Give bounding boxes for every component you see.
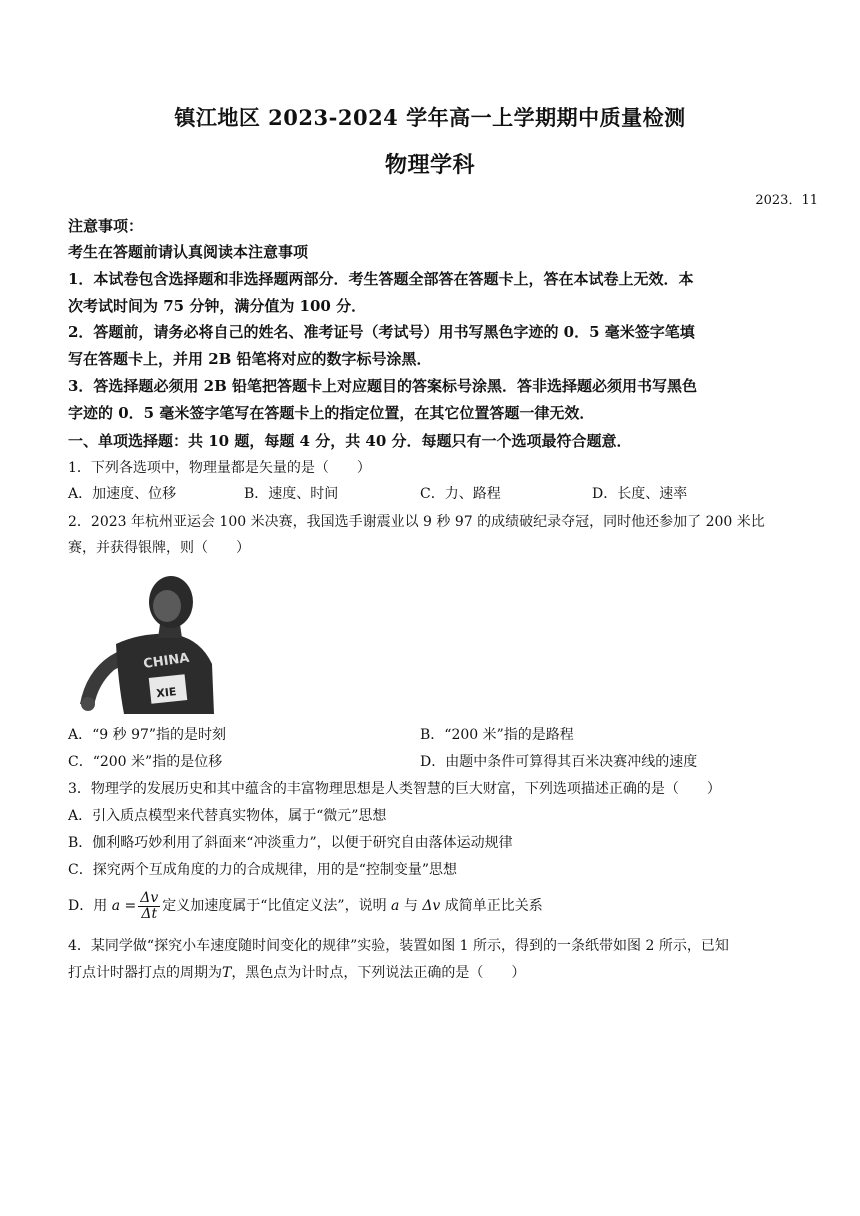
exam-date: 2023．11 (755, 193, 818, 208)
q4-stem-line-1: 4．某同学做“探究小车速度随时间变化的规律”实验，装置如图 1 所示，得到的一条纸带如图 2 所示，已知 (68, 938, 729, 954)
q3-d-dv: Δv (422, 898, 441, 914)
q1-option-b: B．速度、时间 (244, 486, 339, 502)
notice-line-2: 次考试时间为 75 分钟，满分值为 100 分． (68, 297, 367, 315)
notice-line-5: 3．答选择题必须用 2B 铅笔把答题卡上对应题目的答案标号涂黑．答非选择题必须用书写黑色 (68, 377, 698, 395)
fraction-denominator: Δt (141, 905, 158, 922)
q4-stem-line-2 (68, 961, 803, 985)
q3-option-c: C．探究两个互成角度的力的合成规律，用的是“控制变量”思想 (68, 862, 458, 878)
q2-stem-line-1: 2．2023 年杭州亚运会 100 米决赛，我国选手谢震业以 9 秒 97 的成绩破纪录夺冠，同时他还参加了 200 米比 (68, 514, 765, 530)
q1-option-c: C．力、路程 (420, 486, 501, 502)
notice-line-1: 1．本试卷包含选择题和非选择题两部分．考生答题全部答在答题卡上，答在本试卷上无效．本 (68, 270, 694, 288)
q1-option-d: D．长度、速率 (592, 486, 688, 502)
notice-line-6: 字迹的 0．5 毫米签字笔写在答题卡上的指定位置，在其它位置答题一律无效． (68, 404, 595, 422)
bib-text: XIE (155, 685, 178, 701)
section-heading: 一、单项选择题：共 10 题，每题 4 分，共 40 分．每题只有一个选项最符合题意． (68, 432, 632, 450)
q2-option-c: C．“200 米”指的是位移 (68, 754, 223, 770)
q4-line2-b: ，黑色点为计时点，下列说法正确的是（ ） (231, 965, 526, 981)
exam-title: 镇江地区 2023-2024 学年高一上学期期中质量检测 (174, 105, 686, 130)
subject-title: 物理学科 (384, 152, 475, 178)
q3-stem: 3．物理学的发展历史和其中蕴含的丰富物理思想是人类智慧的巨大财富，下列选项描述正确的是（ ） (68, 781, 721, 797)
fraction-numerator: Δv (140, 889, 159, 906)
q3-d-eq: = (124, 898, 137, 914)
q3-option-b: B．伽利略巧妙利用了斜面来“冲淡重力”，以便于研究自由落体运动规律 (68, 835, 513, 851)
jersey-text: CHINA (142, 650, 191, 672)
q4-period-var: T (222, 965, 232, 981)
athlete-photo (72, 572, 220, 714)
q3-option-a: A．引入质点模型来代替真实物体，属于“微元”思想 (68, 808, 387, 824)
q3-d-var: a (111, 898, 121, 914)
notice-line-3: 2．答题前，请务必将自己的姓名、准考证号（考试号）用书写黑色字迹的 0．5 毫米签字笔填 (68, 323, 695, 341)
notice-heading: 注意事项： (68, 217, 144, 235)
q3-option-d (68, 886, 803, 926)
q3-d-prefix: D．用 (68, 898, 108, 914)
q3-d-mid: 定义加速度属于“比值定义法”，说明 (162, 898, 387, 914)
q2-option-b: B．“200 米”指的是路程 (420, 727, 574, 743)
acceleration-fraction (138, 891, 160, 922)
notice-subheading: 考生在答题前请认真阅读本注意事项 (68, 243, 309, 261)
q1-stem: 1．下列各选项中，物理量都是矢量的是（ ） (68, 460, 371, 476)
q2-option-d: D．由题中条件可算得其百米决赛冲线的速度 (420, 754, 698, 770)
notice-line-4: 写在答题卡上，并用 2B 铅笔将对应的数字标号涂黑． (68, 350, 432, 368)
q1-option-a: A．加速度、位移 (68, 486, 177, 502)
q3-d-a: a (391, 898, 400, 914)
q3-d-and: 与 (403, 898, 418, 914)
q3-d-suffix: 成简单正比关系 (444, 898, 543, 914)
q4-line2-a: 打点计时器打点的周期为 (68, 965, 222, 981)
q2-option-a: A．“9 秒 97”指的是时刻 (68, 727, 227, 743)
q2-stem-line-2: 赛，并获得银牌，则（ ） (68, 540, 250, 556)
